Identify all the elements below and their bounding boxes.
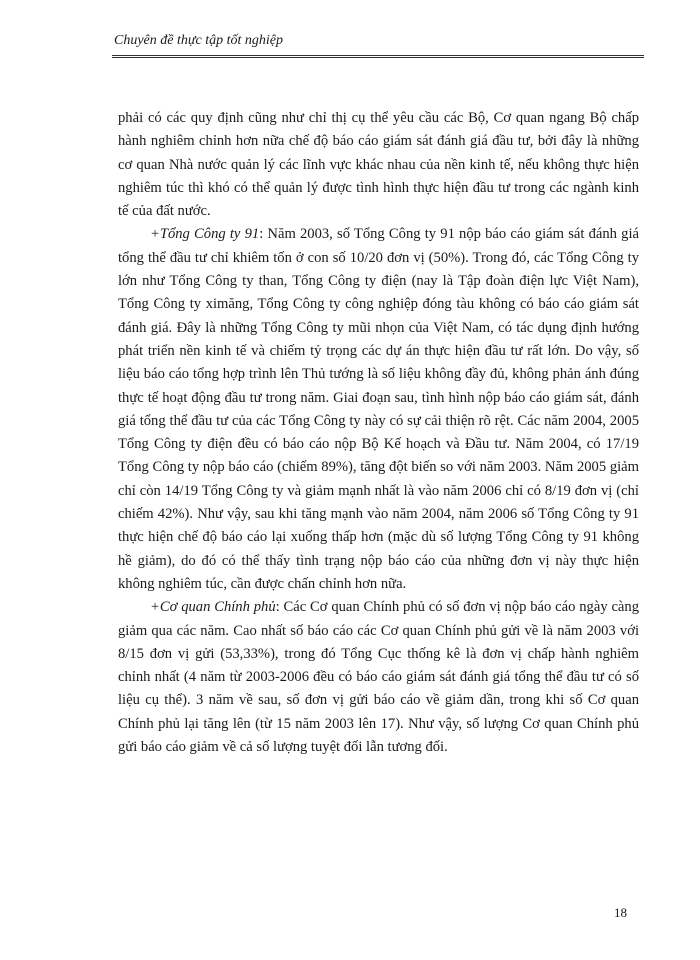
page-header bbox=[112, 32, 644, 58]
paragraph-text: : Các Cơ quan Chính phủ có số đơn vị nộp báo cáo ngày càng giảm qua các năm. Cao nhất số báo cáo các Cơ quan Chính phủ gửi về là năm 2003 với 8/15 đơn vị gửi (53,33%), trong đó Tổng Cục thống kê là đơn vị chấp hành nghiêm chỉnh nhất (4 năm từ 2003-2006 đều có báo cáo giám sát đánh giá tổng thể đầu tư có số liệu cụ thể). 3 năm về sau, số đơn vị gửi báo cáo về giảm dần, trong khi số Cơ quan Chính phủ lại tăng lên (từ 15 năm 2003 lên 17). Như vậy, số lượng Cơ quan Chính phủ gửi báo cáo giảm về cả số lượng tuyệt đối lẫn tương đối. bbox=[118, 599, 639, 756]
paragraph-lead: +Cơ quan Chính phủ bbox=[150, 599, 276, 616]
document-body bbox=[118, 107, 639, 759]
header-rule bbox=[112, 55, 644, 58]
header-title: Chuyên đề thực tập tốt nghiệp bbox=[114, 33, 283, 48]
page-number: 18 bbox=[614, 905, 627, 920]
paragraph-text: phải có các quy định cũng như chỉ thị cụ thể yêu cầu các Bộ, Cơ quan ngang Bộ chấp hành nghiêm chỉnh hơn nữa chế độ báo cáo giám sát đánh giá đầu tư, bởi đây là những cơ quan Nhà nước quản lý các lĩnh vực khác nhau của nền kinh tế, nếu không thực hiện nghiêm túc thì khó có thể quản lý được tình hình thực hiện đầu tư trong các ngành kinh tế của đất nước. bbox=[118, 110, 639, 220]
paragraph-text: : Năm 2003, số Tổng Công ty 91 nộp báo cáo giám sát đánh giá tổng thể đầu tư chỉ khiêm tốn ở con số 10/20 đơn vị (50%). Trong đó, các Tổng Công ty lớn như Tổng Công ty than, Tổng Công ty điện (nay là Tập đoàn điện lực Việt Nam), Tổng Công ty ximăng, Tổng Công ty công nghiệp đóng tàu không có báo cáo giám sát đánh giá. Đây là những Tổng Công ty mũi nhọn của Việt Nam, có tác dụng định hướng phát triển nền kinh tế và chiếm tỷ trọng các dự án thực hiện đầu tư rất lớn. Do vậy, số liệu báo cáo tổng hợp trình lên Thủ tướng là số liệu không đầy đủ, không phản ánh đúng thực tế hoạt động đầu tư trong năm. Giai đoạn sau, tình hình nộp báo cáo giám sát, đánh giá tổng thể đầu tư của các Tổng Công ty này có sự cải thiện rõ rệt. Các năm 2004, 2005 Tổng Công ty điện đều có báo cáo nộp Bộ Kế hoạch và Đầu tư. Năm 2004, có 17/19 Tổng Công ty nộp báo cáo (chiếm 89%), tăng đột biến so với năm 2003. Năm 2005 giảm chỉ còn 14/19 Tổng Công ty và giảm mạnh nhất là vào năm 2006 chỉ có 8/19 đơn vị (chỉ chiếm 42%). Như vậy, sau khi tăng mạnh vào năm 2004, năm 2006 số Tổng Công ty 91 thực hiện chế độ báo cáo lại xuống thấp hơn (mặc dù số lượng Tổng Công ty 91 không hề giảm), do đó có thể thấy tình trạng nộp báo cáo của những đơn vị này thực hiện không nghiêm túc, cần được chấn chỉnh hơn nữa. bbox=[118, 226, 639, 592]
paragraph-continuation bbox=[118, 107, 639, 223]
paragraph-co-quan-chinh-phu bbox=[118, 596, 639, 759]
paragraph-tong-cong-ty-91 bbox=[118, 223, 639, 596]
paragraph-lead: +Tổng Công ty 91 bbox=[150, 226, 260, 243]
